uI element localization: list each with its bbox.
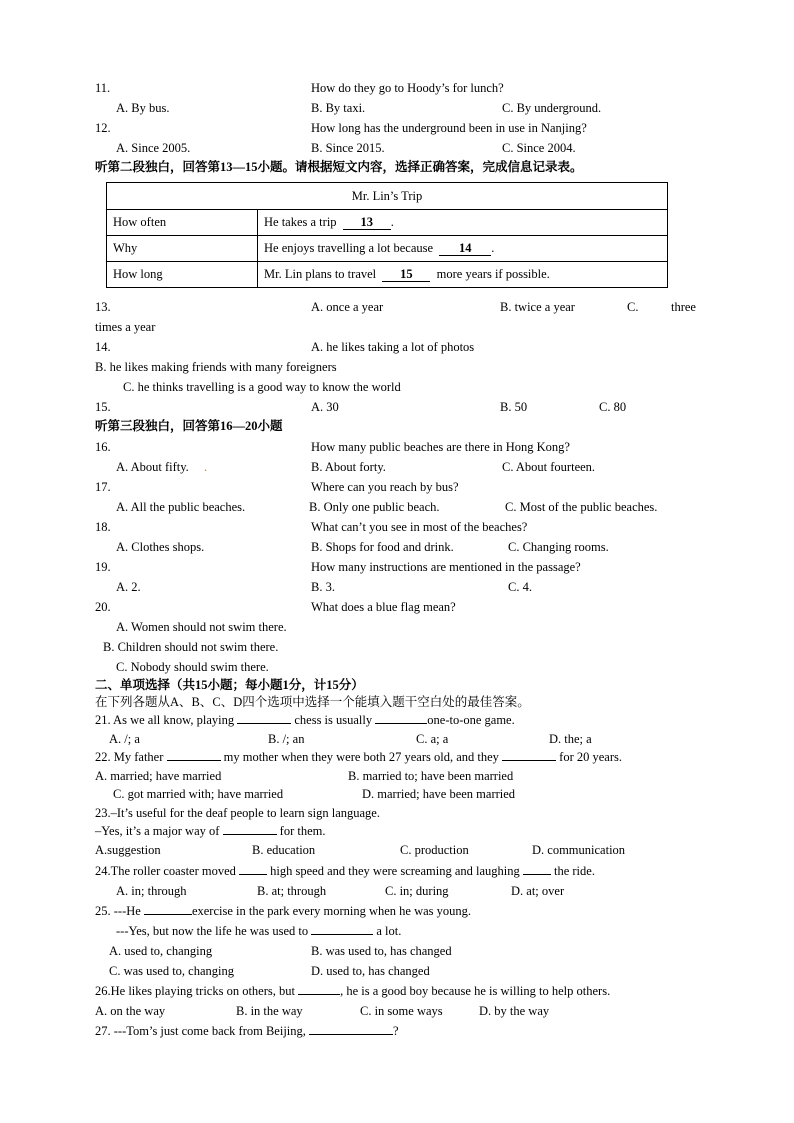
q13-option-c-word: three [671, 300, 696, 314]
q13-option-c-letter: C. [627, 300, 639, 314]
q25-stem-line2: ---Yes, but now the life he was used to a lot. [116, 924, 402, 938]
blank-15: 15 [382, 267, 430, 282]
q20-option-b: B. Children should not swim there. [103, 640, 279, 654]
q19-option-c: C. 4. [508, 580, 532, 594]
q27-stem: 27. ---Tom’s just come back from Beijing, ? [95, 1024, 399, 1038]
trip-info-table [106, 182, 668, 288]
q18-option-a: A. Clothes shops. [116, 540, 205, 554]
q26-option-a: A. on the way [95, 1004, 166, 1018]
q18-number: 18. [95, 520, 111, 534]
row-content-how-long: Mr. Lin plans to travel 15 more years if possible. [258, 262, 668, 288]
q18-question: What can’t you see in most of the beaches? [311, 520, 528, 534]
q13-number: 13. [95, 300, 111, 314]
q25-option-c: C. was used to, changing [109, 964, 234, 978]
blank-14: 14 [439, 241, 491, 256]
q22-option-a: A. married; have married [95, 769, 222, 783]
q17-option-a: A. All the public beaches. [116, 500, 246, 514]
table-row [107, 262, 668, 288]
q26-option-d: D. by the way [479, 1004, 550, 1018]
q16-option-b: B. About forty. [311, 460, 386, 474]
blank-13: 13 [343, 215, 391, 230]
q12-option-b: B. Since 2015. [311, 141, 385, 155]
q14-option-b: B. he likes making friends with many foreigners [95, 360, 337, 374]
q23-stem-line2: –Yes, it’s a major way of for them. [95, 824, 326, 838]
q15-option-c: C. 80 [599, 400, 627, 414]
q15-number: 15. [95, 400, 111, 414]
trip-table-title: Mr. Lin’s Trip [107, 183, 668, 210]
q11-option-c: C. By underground. [502, 101, 602, 115]
q24-stem: 24.The roller coaster moved high speed and they were screaming and laughing the ride. [95, 864, 595, 878]
q17-question: Where can you reach by bus? [311, 480, 459, 494]
q18-option-b: B. Shops for food and drink. [311, 540, 454, 554]
q14-option-c: C. he thinks travelling is a good way to know the world [123, 380, 401, 394]
q23-option-a: A.suggestion [95, 843, 161, 857]
q20-question: What does a blue flag mean? [311, 600, 456, 614]
q20-number: 20. [95, 600, 111, 614]
row-label-how-often: How often [107, 210, 258, 236]
section3-heading: 听第三段独白，回答第16—20小题 [95, 419, 283, 433]
q25-option-d: D. used to, has changed [311, 964, 430, 978]
q15-option-a: A. 30 [311, 400, 339, 414]
q15-option-b: B. 50 [500, 400, 528, 414]
q19-number: 19. [95, 560, 111, 574]
q25-stem-line1: 25. ---He exercise in the park every morning when he was young. [95, 904, 472, 918]
q21-option-d: D. the; a [549, 732, 592, 746]
q20-option-c: C. Nobody should swim there. [116, 660, 269, 674]
row-content-why: He enjoys travelling a lot because 14 . [258, 236, 668, 262]
q20-option-a: A. Women should not swim there. [116, 620, 287, 634]
section2-heading: 听第二段独白，回答第13—15小题。请根据短文内容，选择正确答案，完成信息记录表。 [95, 160, 583, 174]
q11-number: 11. [95, 81, 111, 95]
q23-stem-line1: 23.–It’s useful for the deaf people to learn sign language. [95, 806, 380, 820]
q21-option-b: B. /; an [268, 732, 305, 746]
q25-option-b: B. was used to, has changed [311, 944, 452, 958]
q21-option-a: A. /; a [109, 732, 140, 746]
q23-option-b: B. education [252, 843, 316, 857]
q19-option-b: B. 3. [311, 580, 335, 594]
q26-option-c: C. in some ways [360, 1004, 443, 1018]
q16-option-c: C. About fourteen. [502, 460, 596, 474]
q22-option-c: C. got married with; have married [113, 787, 284, 801]
section-two-title: 二、单项选择（共15小题；每小题1分，计15分） [95, 678, 364, 692]
q23-option-c: C. production [400, 843, 469, 857]
q12-option-c: C. Since 2004. [502, 141, 576, 155]
q16-option-a: A. About fifty. [116, 460, 189, 474]
q11-option-b: B. By taxi. [311, 101, 366, 115]
row-label-how-long: How long [107, 262, 258, 288]
table-row [107, 210, 668, 236]
q21-option-c: C. a; a [416, 732, 449, 746]
q13-option-b: B. twice a year [500, 300, 575, 314]
q19-question: How many instructions are mentioned in the passage? [311, 560, 581, 574]
q14-option-a: A. he likes taking a lot of photos [311, 340, 475, 354]
q22-stem: 22. My father my mother when they were both 27 years old, and they for 20 years. [95, 750, 622, 764]
q17-option-b: B. Only one public beach. [309, 500, 440, 514]
q24-option-c: C. in; during [385, 884, 449, 898]
q21-stem: 21. As we all know, playing chess is usually one-to-one game. [95, 713, 515, 727]
q12-question: How long has the underground been in use in Nanjing? [311, 121, 587, 135]
q18-option-c: C. Changing rooms. [508, 540, 609, 554]
q17-option-c: C. Most of the public beaches. [505, 500, 658, 514]
q12-option-a: A. Since 2005. [116, 141, 191, 155]
section-two-instruction: 在下列各题从A、B、C、D四个选项中选择一个能填入题干空白处的最佳答案。 [95, 695, 530, 709]
q11-question: How do they go to Hoody’s for lunch? [311, 81, 504, 95]
q12-number: 12. [95, 121, 111, 135]
q11-option-a: A. By bus. [116, 101, 170, 115]
row-content-how-often: He takes a trip 13 . [258, 210, 668, 236]
q24-option-d: D. at; over [511, 884, 565, 898]
table-row [107, 236, 668, 262]
q26-stem: 26.He likes playing tricks on others, but , he is a good boy because he is willing to help others. [95, 984, 611, 998]
row-label-why: Why [107, 236, 258, 262]
q24-option-b: B. at; through [257, 884, 327, 898]
q14-number: 14. [95, 340, 111, 354]
q19-option-a: A. 2. [116, 580, 141, 594]
q17-number: 17. [95, 480, 111, 494]
q22-option-d: D. married; have been married [362, 787, 516, 801]
q23-option-d: D. communication [532, 843, 626, 857]
q16-stray-mark: . [204, 460, 208, 474]
q22-option-b: B. married to; have been married [348, 769, 514, 783]
q25-option-a: A. used to, changing [109, 944, 213, 958]
q13-option-a: A. once a year [311, 300, 384, 314]
q26-option-b: B. in the way [236, 1004, 303, 1018]
q16-question: How many public beaches are there in Hong Kong? [311, 440, 570, 454]
q13-option-c-continued: times a year [95, 320, 156, 334]
q24-option-a: A. in; through [116, 884, 187, 898]
q16-number: 16. [95, 440, 111, 454]
